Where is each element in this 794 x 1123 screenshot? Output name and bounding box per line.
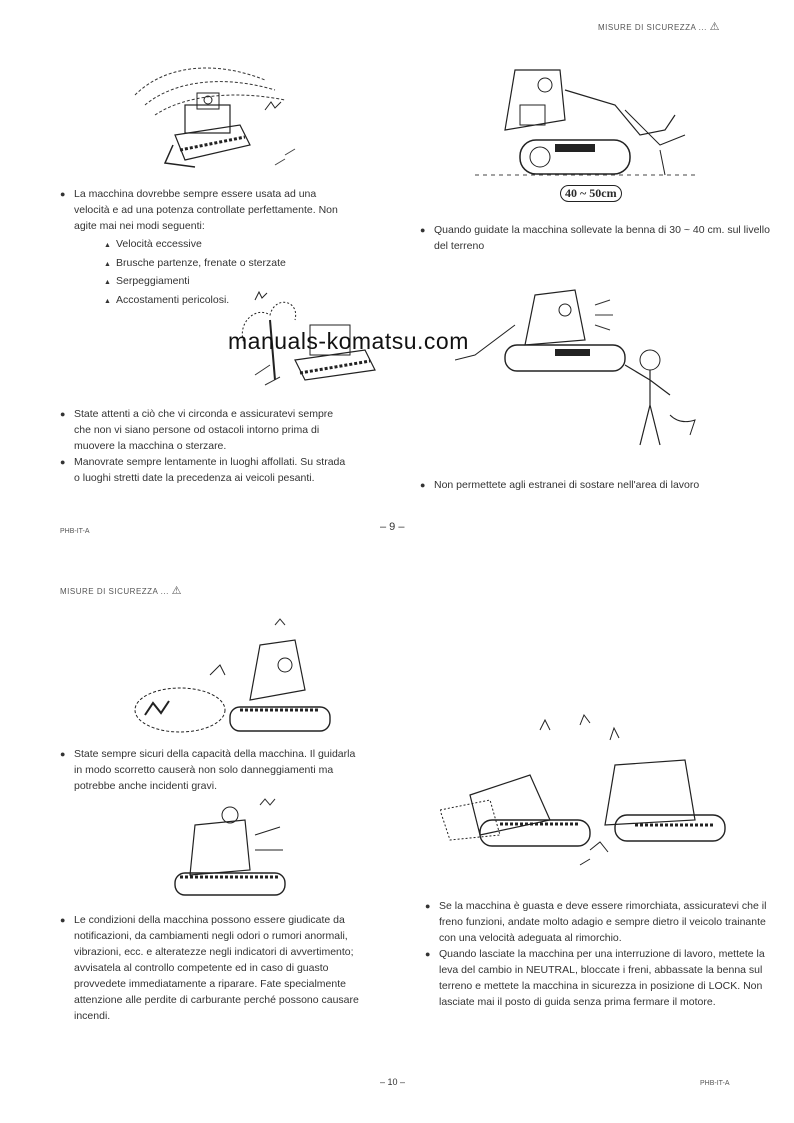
- running-header-bottom: [60, 584, 182, 597]
- bullet-no-strangers: [420, 477, 770, 493]
- header-text: MISURE DI SICUREZZA ...: [598, 23, 707, 32]
- bullet-text: La macchina dovrebbe sempre essere usata ad una velocità e ad una potenza controllate perfettamente. Non agite mai nei modi seguenti:: [74, 188, 338, 232]
- illustration-no-bystanders: [455, 265, 715, 450]
- sub-item: [104, 236, 350, 255]
- header-text: MISURE DI SICUREZZA ...: [60, 587, 169, 596]
- warning-triangle-icon: ⚠: [709, 21, 720, 33]
- illustration-overturn: [120, 615, 340, 740]
- top-right-column: [420, 222, 770, 254]
- dozer-zigzag-drawing: [125, 55, 315, 170]
- illustration-collision: [440, 700, 770, 870]
- bullet-leaving-machine: [425, 946, 770, 1010]
- bullet-speed: [60, 186, 350, 234]
- footer-code-bottom: PHB-IT-A: [700, 1080, 730, 1087]
- bullet-text: Non permettete agli estranei di sostare nell'area di lavoro: [434, 479, 700, 491]
- bullet-icon: ●: [425, 901, 431, 911]
- bullet-crowded-areas: [60, 454, 350, 486]
- bullet-text: State sempre sicuri della capacità della macchina. Il guidarla in modo scorretto causerà non solo danneggiamenti ma potrebbe anche incidenti gravi.: [74, 748, 356, 792]
- bullet-text: Le condizioni della macchina possono essere giudicate da notificazioni, da cambiamenti negli odori o rumori anormali, vibrazioni, ecc. e alteratezze negli indicatori di avvertimento; avvisatela al controllo competente ed in caso di guasto provvedete immediatamente a riparare. Fate specialmente attenzione alle perdite di carburante perché possono causare incendi.: [74, 914, 359, 1022]
- overturn-drawing: [120, 615, 340, 740]
- collision-drawing: [440, 700, 770, 870]
- bystander-drawing: [455, 265, 715, 450]
- bullet-surroundings: [60, 406, 350, 454]
- bullet-towing: [425, 898, 770, 946]
- bottom-left-column-2: [60, 912, 370, 1024]
- bullet-text: Manovrate sempre lentamente in luoghi affollati. Su strada o luoghi stretti date la precedenza ai veicoli pesanti.: [74, 456, 346, 484]
- top-right-column-2: [420, 477, 770, 493]
- bullet-machine-condition: [60, 912, 370, 1024]
- bullet-icon: ●: [60, 749, 66, 759]
- triangle-bullet-icon: ▲: [104, 297, 111, 305]
- bullet-bucket-height: [420, 222, 770, 254]
- triangle-bullet-icon: ▲: [104, 279, 111, 286]
- sub-item-text: Velocità eccessive: [116, 238, 202, 250]
- sub-item-text: Serpeggiamenti: [116, 275, 190, 287]
- sub-item: [104, 255, 350, 274]
- warning-triangle-icon: ⚠: [171, 585, 182, 597]
- bullet-icon: ●: [420, 480, 426, 490]
- bottom-left-column: [60, 746, 360, 794]
- bullet-icon: ●: [60, 457, 66, 467]
- page-number-9: – 9 –: [380, 521, 405, 533]
- bullet-icon: ●: [60, 189, 66, 199]
- running-header-top: [598, 20, 720, 33]
- illustration-inspection: [165, 795, 305, 900]
- sub-item-text: Brusche partenze, frenate o sterzate: [116, 256, 286, 269]
- illustration-dozer-zigzag: [125, 55, 315, 170]
- sub-item-text: Accostamenti pericolosi.: [116, 293, 230, 306]
- bullet-text: Se la macchina è guasta e deve essere rimorchiata, assicuratevi che il freno funzioni, andate molto adagio e sempre dietro il veicolo trainante con una velocità adeguata al rimorchio.: [439, 900, 767, 944]
- bullet-text: Quando guidate la macchina sollevate la benna di 30 ~ 40 cm. sul livello del terreno: [434, 224, 770, 252]
- watermark-text: manuals-komatsu.com: [228, 328, 469, 354]
- top-left-column-2: [60, 406, 350, 486]
- inspection-drawing: [165, 795, 305, 900]
- bottom-right-column: [425, 898, 770, 1010]
- bullet-text: State attenti a ciò che vi circonda e assicuratevi sempre che non vi siano persone od ostacoli intorno prima di muovere la macchina o sterzare.: [74, 408, 334, 452]
- bullet-machine-capacity: [60, 746, 360, 794]
- page-number-10: – 10 –: [380, 1077, 406, 1087]
- bullet-icon: ●: [60, 409, 66, 419]
- bullet-icon: ●: [60, 915, 66, 925]
- bullet-icon: ●: [425, 949, 431, 959]
- height-label: 40 ~ 50cm: [560, 185, 622, 202]
- footer-code-top: PHB-IT-A: [60, 528, 90, 535]
- triangle-bullet-icon: ▲: [104, 260, 111, 268]
- triangle-bullet-icon: ▲: [104, 242, 111, 249]
- bullet-text: Quando lasciate la macchina per una interruzione di lavoro, mettete la leva del cambio in NEUTRAL, bloccate i freni, abbassate la benna sul terreno e mettete la macchina in sicurezza in posizione di LOCK. Non lasciate mai il posto di guida senza prima fermare il motore.: [439, 948, 765, 1008]
- bullet-icon: ●: [420, 225, 426, 235]
